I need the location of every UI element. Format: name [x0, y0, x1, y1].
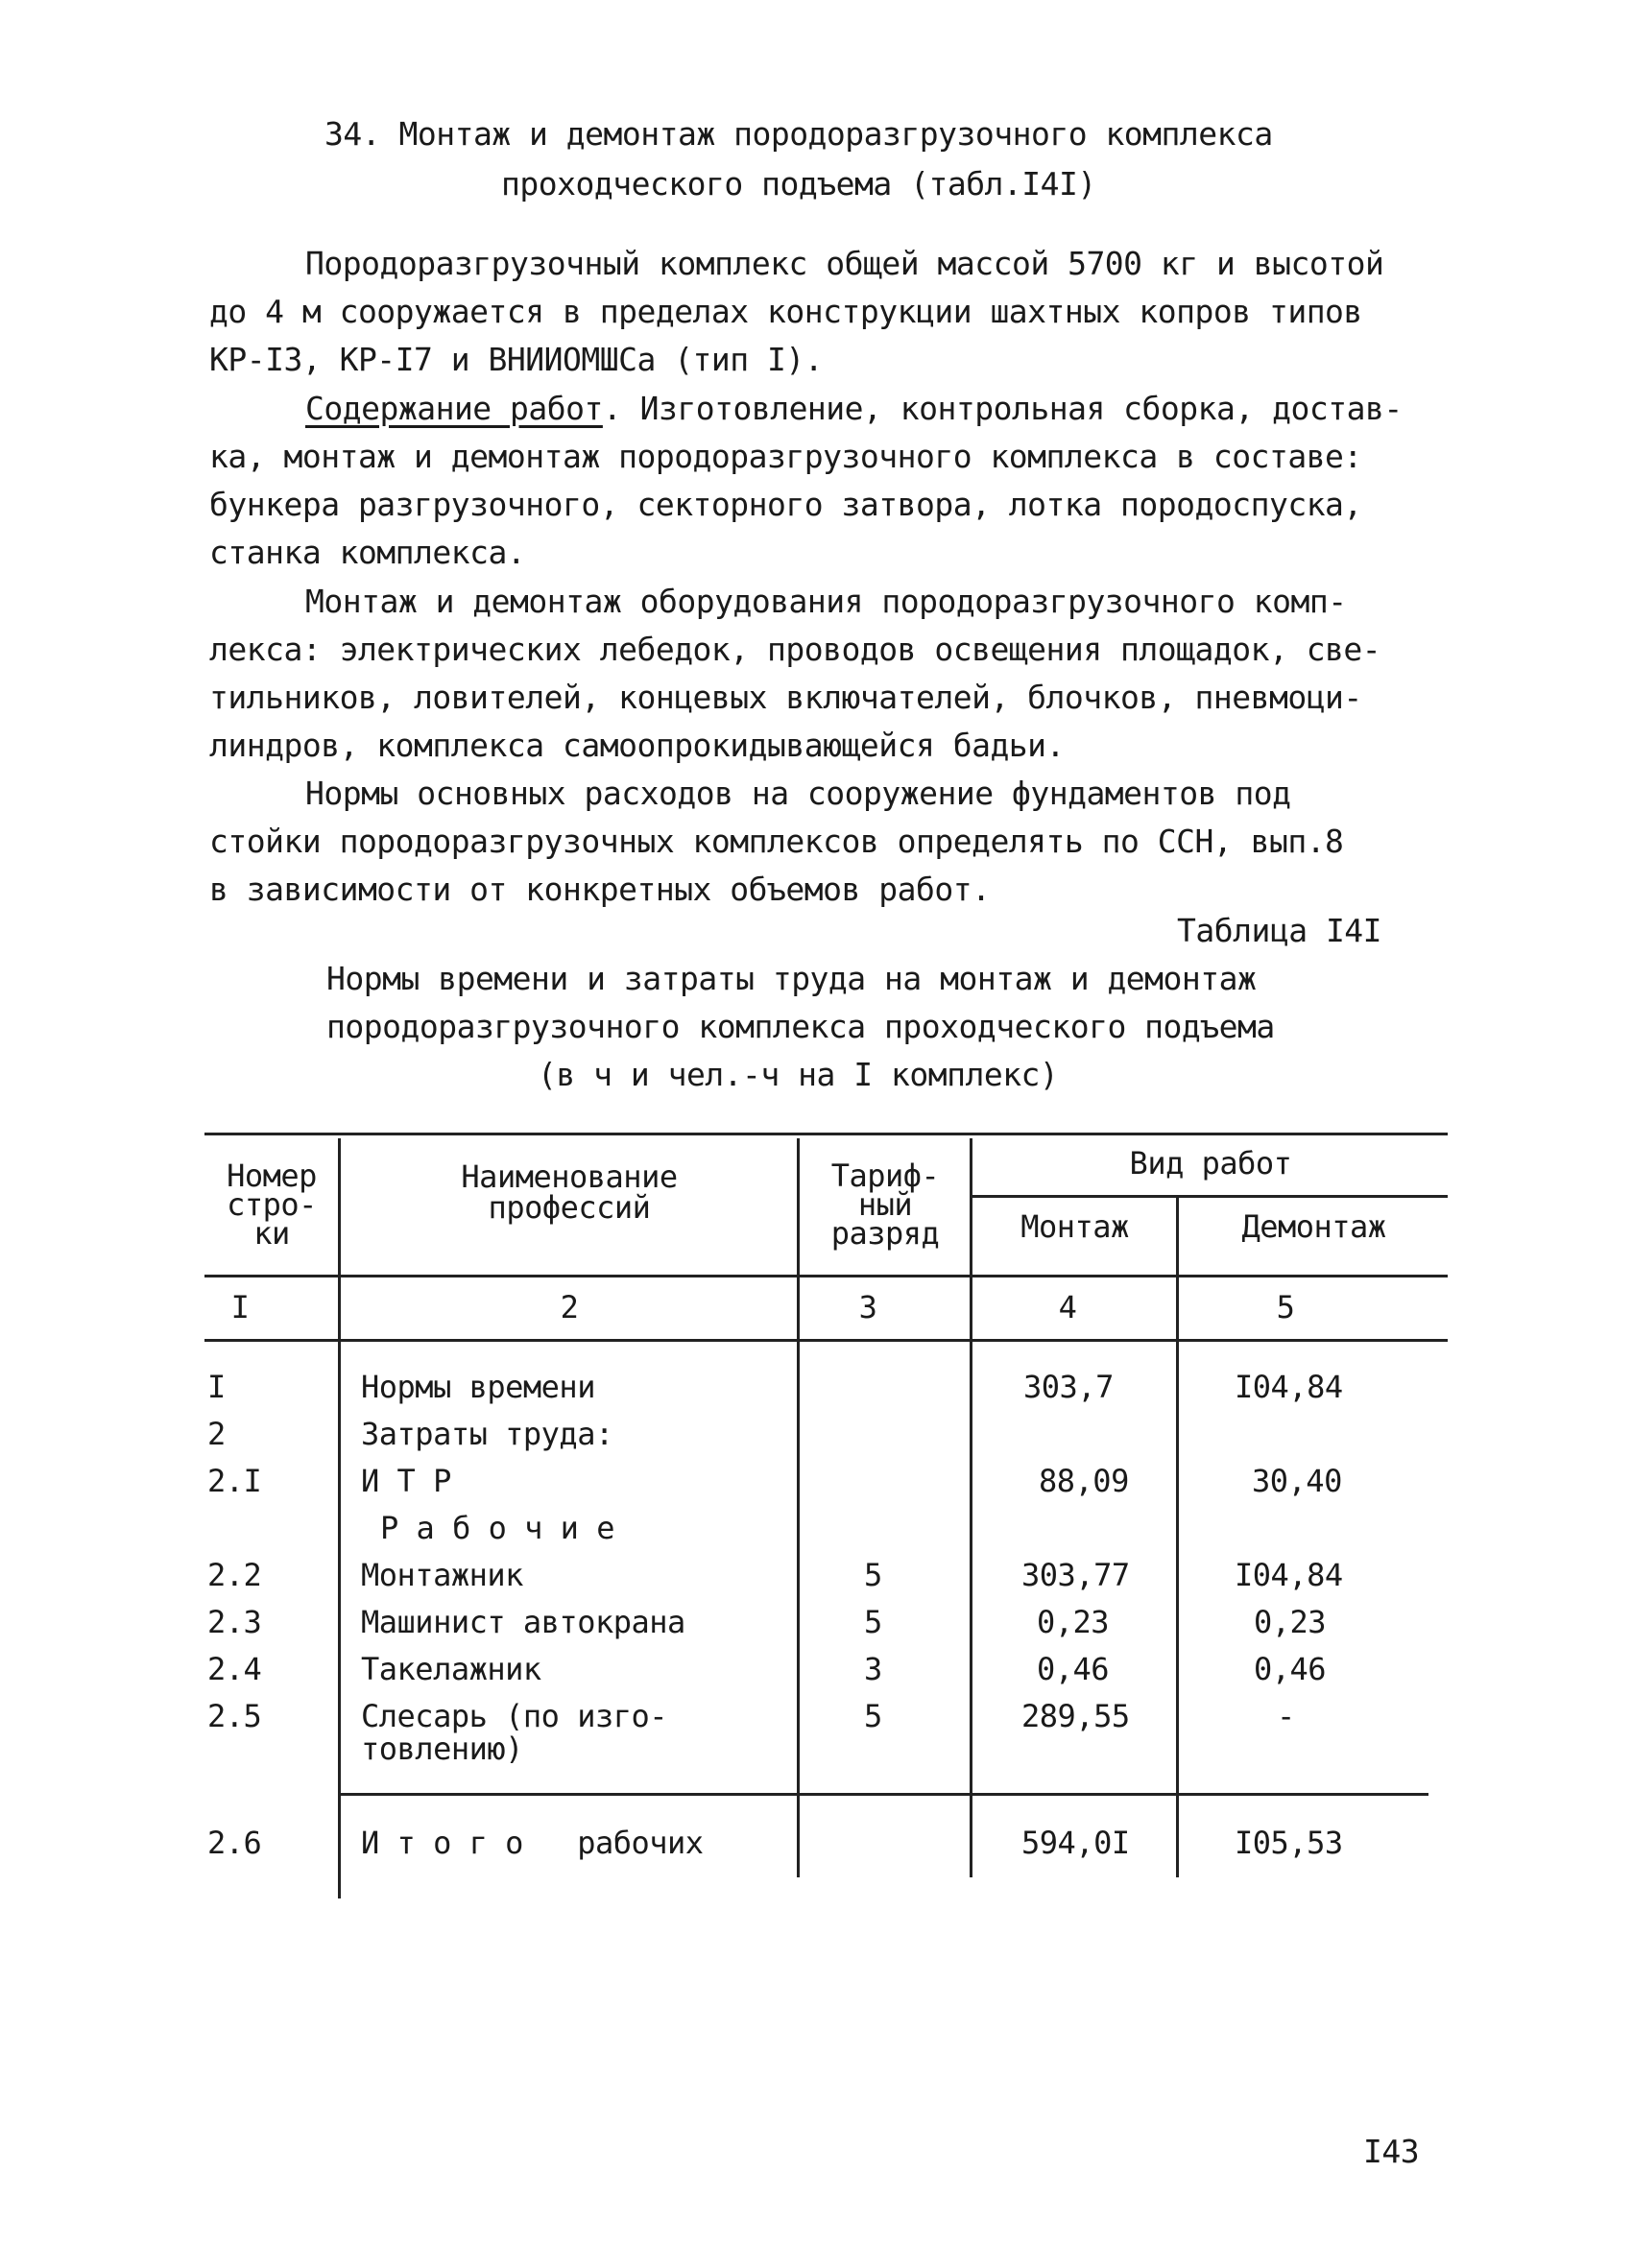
- row-number: 2.3: [207, 1604, 262, 1640]
- header-grade: [801, 1158, 970, 1252]
- row-dismount: 0,23: [1254, 1604, 1327, 1640]
- header-row-number-line: стро-: [227, 1186, 317, 1223]
- paragraph-line: бункера разгрузочного, секторного затвора, лотка породоспуска,: [209, 486, 1362, 523]
- paragraph-line: лекса: электрических лебедок, проводов освещения площадок, све-: [209, 631, 1381, 668]
- table-vline-2: [797, 1138, 800, 1877]
- row-number: I: [207, 1369, 226, 1405]
- paragraph-text: . Изготовление, контрольная сборка, достав-: [602, 390, 1403, 427]
- row-grade: 5: [864, 1604, 882, 1640]
- page-number: I43: [1363, 2133, 1420, 2170]
- col-number: 5: [1276, 1289, 1295, 1325]
- paragraph-line: Породоразгрузочный комплекс общей массой 5700 кг и высотой: [305, 245, 1384, 282]
- row-number: 2: [207, 1416, 226, 1452]
- row-dismount: 0,46: [1254, 1651, 1327, 1687]
- paragraph-line: в зависимости от конкретных объемов работ.: [209, 871, 991, 908]
- table-header-rule: [204, 1275, 1448, 1277]
- row-profession: И Т Р: [361, 1463, 451, 1499]
- table-vline-4: [1176, 1197, 1179, 1877]
- paragraph-2: [209, 385, 1403, 577]
- paragraph-1: [209, 240, 1383, 384]
- table-colnum-rule: [204, 1339, 1448, 1342]
- header-profession: [342, 1158, 797, 1226]
- row-number: 2.4: [207, 1651, 262, 1687]
- paragraph-line: линдров, комплекса самоопрокидывающейся бадьи.: [209, 727, 1065, 764]
- header-work-type: Вид работ: [1129, 1145, 1292, 1182]
- row-profession: Затраты труда:: [361, 1416, 613, 1452]
- paragraph-line: Нормы основных расходов на сооружение фундаментов под: [305, 775, 1291, 812]
- header-grade-line: ный: [857, 1186, 913, 1223]
- header-grade-line: Тариф-: [830, 1158, 940, 1194]
- row-profession: Монтажник: [361, 1557, 523, 1593]
- row-grade: 5: [864, 1557, 882, 1593]
- paragraph-line: станка комплекса.: [209, 534, 526, 571]
- row-profession-continued: товлению): [361, 1731, 523, 1767]
- col-number: 3: [858, 1289, 877, 1325]
- header-profession-line: профессий: [488, 1189, 651, 1226]
- header-profession-line: Наименование: [461, 1158, 678, 1195]
- row-grade: 5: [864, 1698, 882, 1734]
- row-profession: Такелажник: [361, 1651, 541, 1687]
- row-profession: Нормы времени: [361, 1369, 595, 1405]
- row-profession: Слесарь (по изго-: [361, 1698, 668, 1734]
- table-caption-line3: (в ч и чел.-ч на I комплекс): [538, 1056, 1059, 1093]
- row-grade: 3: [864, 1651, 882, 1687]
- header-grade-line: разряд: [830, 1215, 940, 1252]
- row-dismount: I04,84: [1235, 1557, 1343, 1593]
- col-number: 2: [560, 1289, 579, 1325]
- table-top-rule: [204, 1133, 1448, 1135]
- total-row-number: 2.6: [207, 1825, 262, 1861]
- row-mount: 88,09: [1039, 1463, 1129, 1499]
- header-row-number-line: Номер: [227, 1158, 317, 1194]
- paragraph-line: ка, монтаж и демонтаж породоразгрузочного комплекса в составе:: [209, 438, 1362, 475]
- paragraph-3: [209, 578, 1380, 770]
- row-number: 2.5: [207, 1698, 262, 1734]
- table-caption-line2: породоразгрузочного комплекса проходческого подъема: [326, 1008, 1275, 1045]
- table-vline-3: [970, 1138, 972, 1877]
- row-mount: 303,7: [1023, 1369, 1114, 1405]
- paragraph-line: стойки породоразгрузочных комплексов определять по ССН, вып.8: [209, 823, 1344, 860]
- row-number: 2.I: [207, 1463, 262, 1499]
- header-row-number: [205, 1158, 338, 1252]
- col-number: I: [230, 1289, 250, 1325]
- table-group-rule: [972, 1195, 1448, 1198]
- total-row-mount: 594,0I: [1021, 1825, 1130, 1861]
- header-mount: Монтаж: [1020, 1208, 1129, 1245]
- section-title-line2: проходческого подъема (табл.I4I): [501, 165, 1096, 203]
- paragraph-4: [209, 770, 1343, 914]
- row-number: 2.2: [207, 1557, 262, 1593]
- row-mount: 0,46: [1037, 1651, 1110, 1687]
- paragraph-line: КР-I3, КР-I7 и ВНИИОМШСа (тип I).: [209, 341, 824, 378]
- paragraph-line: до 4 м сооружается в пределах конструкции шахтных копров типов: [209, 293, 1362, 330]
- header-dismount: Демонтаж: [1241, 1208, 1386, 1245]
- row-dismount: 30,40: [1252, 1463, 1342, 1499]
- row-mount: 289,55: [1021, 1698, 1130, 1734]
- work-content-label: Содержание работ: [305, 390, 603, 427]
- paragraph-line: тильников, ловителей, концевых включателей, блочков, пневмоци-: [209, 679, 1362, 716]
- total-row-label: И т о г о рабочих: [361, 1825, 704, 1861]
- row-profession: Р а б о ч и е: [380, 1510, 614, 1546]
- table-vline-1: [338, 1138, 341, 1898]
- table-caption-line1: Нормы времени и затраты труда на монтаж и демонтаж: [326, 960, 1257, 997]
- table-total-rule: [338, 1793, 1428, 1796]
- row-profession: Машинист автокрана: [361, 1604, 685, 1640]
- paragraph-line: Монтаж и демонтаж оборудования породоразгрузочного комп-: [305, 583, 1347, 620]
- row-dismount: I04,84: [1235, 1369, 1343, 1405]
- table-label: Таблица I4I: [1177, 912, 1382, 949]
- total-row-dismount: I05,53: [1235, 1825, 1343, 1861]
- col-number: 4: [1058, 1289, 1077, 1325]
- section-title-line1: 34. Монтаж и демонтаж породоразгрузочного комплекса: [324, 115, 1273, 153]
- paragraph-line: [305, 385, 1403, 433]
- row-mount: 0,23: [1037, 1604, 1110, 1640]
- row-dismount: -: [1277, 1698, 1295, 1734]
- row-mount: 303,77: [1021, 1557, 1130, 1593]
- header-row-number-line: ки: [253, 1215, 290, 1252]
